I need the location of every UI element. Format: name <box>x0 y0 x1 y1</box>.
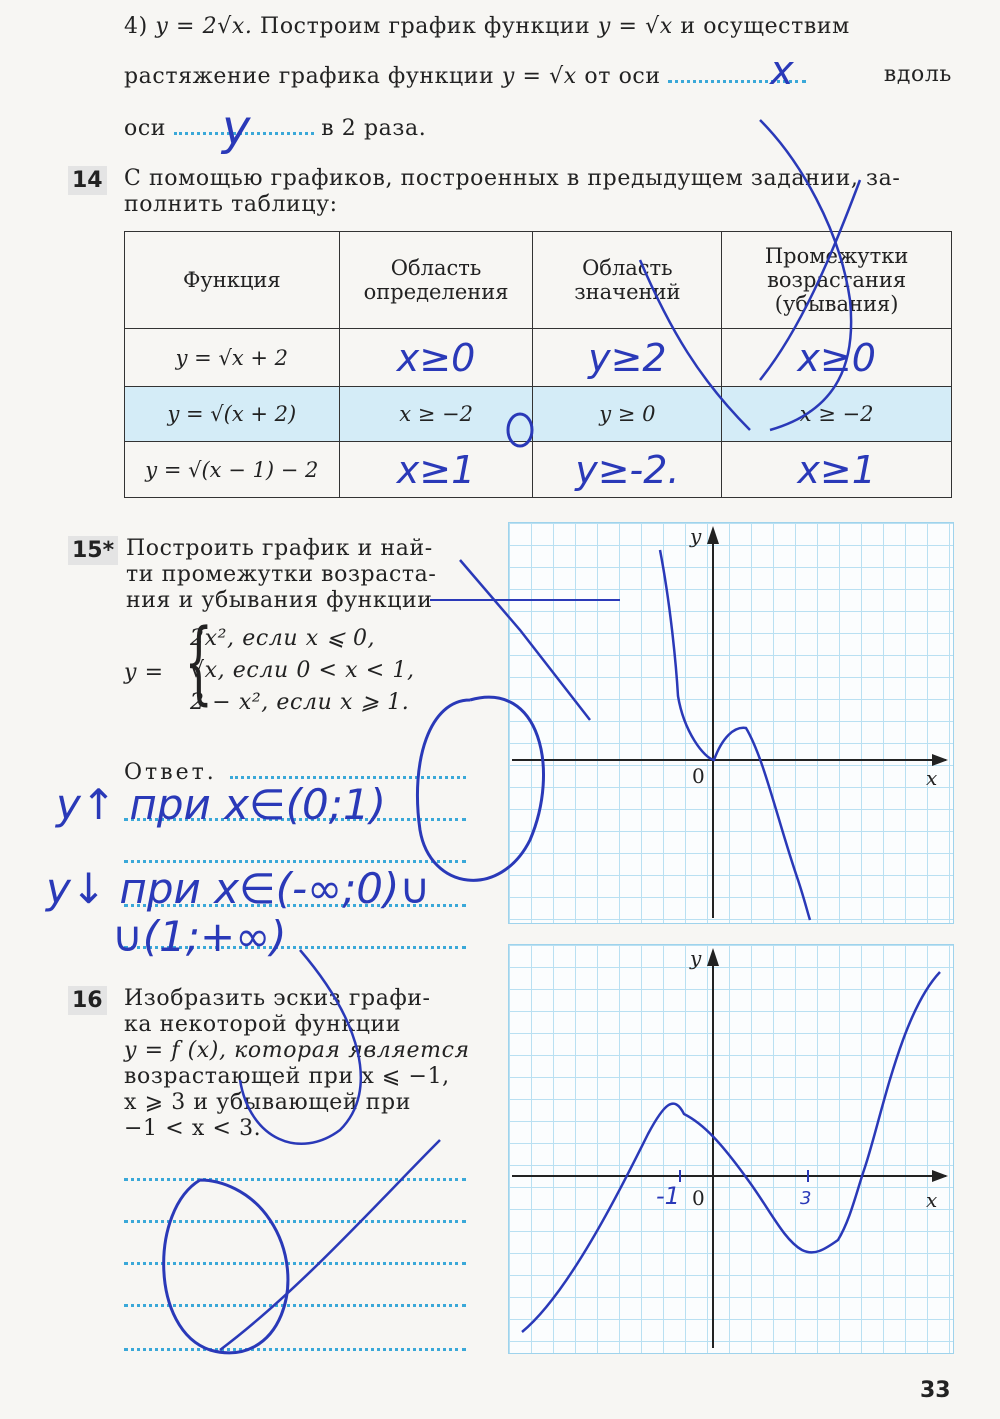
table-row <box>125 387 952 442</box>
handwritten-answer: y↓ при x∈(-∞;0)∪ <box>46 864 431 913</box>
formula: y = √x <box>501 64 577 89</box>
answer-line[interactable] <box>124 860 466 863</box>
x-axis-label: x <box>926 766 938 790</box>
text: растяжение графика функции <box>124 64 495 89</box>
function-table <box>124 231 952 498</box>
answer-line[interactable] <box>124 1348 466 1351</box>
brace-icon: { <box>184 610 213 715</box>
piecewise-lhs: y = <box>124 660 164 685</box>
answer-line[interactable] <box>124 1262 466 1265</box>
table-cell-monotonic: x ≥ −2 <box>722 387 952 442</box>
piecewise-case: 2x², если x ⩽ 0, <box>190 626 376 651</box>
handwritten-answer: ∪(1;+∞) <box>112 912 287 961</box>
table-cell-function: y = √(x + 2) <box>125 387 340 442</box>
table-cell-function: y = √(x − 1) − 2 <box>125 442 340 498</box>
task13-item4-line3 <box>124 114 426 141</box>
task16-text-line: x ⩾ 3 и убывающей при <box>124 1090 411 1115</box>
graph-task15 <box>508 522 952 922</box>
task16-text-line: ка некоторой функции <box>124 1012 401 1037</box>
x-axis-label: x <box>926 1188 938 1212</box>
table-header: Промежутки возрастания (убывания) <box>722 232 952 329</box>
piecewise-case: 2 − x², если x ⩾ 1. <box>190 690 410 715</box>
task15-text-line3: ния и убывания функции <box>126 588 433 613</box>
text: Построим график функции <box>260 14 591 39</box>
task15-text-line1: Построить график и най- <box>126 536 433 561</box>
handwritten-tick-label: -1 <box>656 1182 680 1210</box>
table-header-row <box>125 232 952 329</box>
graph-task16 <box>508 944 952 1352</box>
task-number: 16 <box>68 986 107 1015</box>
table-row <box>125 442 952 498</box>
answer-line[interactable] <box>124 1304 466 1307</box>
formula: y = √x <box>597 14 673 39</box>
table-cell-monotonic[interactable]: x≥1 <box>722 442 952 498</box>
table-header: Функция <box>125 232 340 329</box>
task13-item4-line1 <box>124 14 850 39</box>
table-cell-range: y ≥ 0 <box>533 387 722 442</box>
table-cell-monotonic[interactable]: x≥0 <box>722 329 952 387</box>
handwritten-curve <box>660 550 810 920</box>
answer-line[interactable] <box>124 1220 466 1223</box>
table-cell-function: y = √x + 2 <box>125 329 340 387</box>
handwritten-answer: y↑ при x∈(0;1) <box>56 780 386 829</box>
y-axis-label: y <box>690 946 702 970</box>
table-cell-domain[interactable]: x≥0 <box>339 329 533 387</box>
answer-line[interactable] <box>230 776 466 779</box>
handwritten-axis-x: x <box>770 48 794 94</box>
item-label: 4) <box>124 14 148 39</box>
task13-item4-line2 <box>124 62 952 89</box>
table-cell-domain[interactable]: x≥1 <box>339 442 533 498</box>
task-number: 15* <box>68 536 118 565</box>
task14-text-line1: С помощью графиков, построенных в предыдущем задании, за- <box>124 166 901 191</box>
handwritten-axis-y: y <box>222 100 251 156</box>
table-cell-range[interactable]: y≥2 <box>533 329 722 387</box>
table-header: Область значений <box>533 232 722 329</box>
task16-text-line: Изобразить эскиз графи- <box>124 986 431 1011</box>
handwritten-tick-label: 3 <box>800 1188 812 1209</box>
origin-label: 0 <box>692 1186 706 1210</box>
task14-text-line2: полнить таблицу: <box>124 192 338 217</box>
task16-text-line: −1 < x < 3. <box>124 1116 262 1141</box>
text: вдоль <box>883 62 952 87</box>
formula: y = 2√x. <box>155 14 253 39</box>
scribble-stroke <box>220 1140 440 1350</box>
table-cell-domain: x ≥ −2 <box>339 387 533 442</box>
task16-text-line: y = f (x), которая является <box>124 1038 470 1063</box>
answer-line[interactable] <box>124 1178 466 1181</box>
page-number: 33 <box>920 1378 951 1403</box>
table-row <box>125 329 952 387</box>
text: оси <box>124 116 167 141</box>
scribble-loop <box>164 1180 288 1353</box>
text: и осуществим <box>680 14 850 39</box>
origin-label: 0 <box>692 764 706 788</box>
task16-text-line: возрастающей при x ⩽ −1, <box>124 1064 450 1089</box>
text: от оси <box>584 64 661 89</box>
x-axis-arrow-icon <box>932 1170 948 1182</box>
table-cell-range[interactable]: y≥-2. <box>533 442 722 498</box>
answer-label: Ответ. <box>124 760 217 785</box>
text: в 2 раза. <box>321 116 427 141</box>
table-header: Область определения <box>339 232 533 329</box>
y-axis-label: y <box>690 524 702 548</box>
task15-text-line2: ти промежутки возраста- <box>126 562 437 587</box>
y-axis-arrow-icon <box>707 526 719 544</box>
task-number: 14 <box>68 166 107 195</box>
piecewise-case: √x, если 0 < x < 1, <box>190 658 415 683</box>
handwritten-curve <box>522 972 940 1332</box>
x-axis-arrow-icon <box>932 754 948 766</box>
y-axis-arrow-icon <box>707 948 719 966</box>
